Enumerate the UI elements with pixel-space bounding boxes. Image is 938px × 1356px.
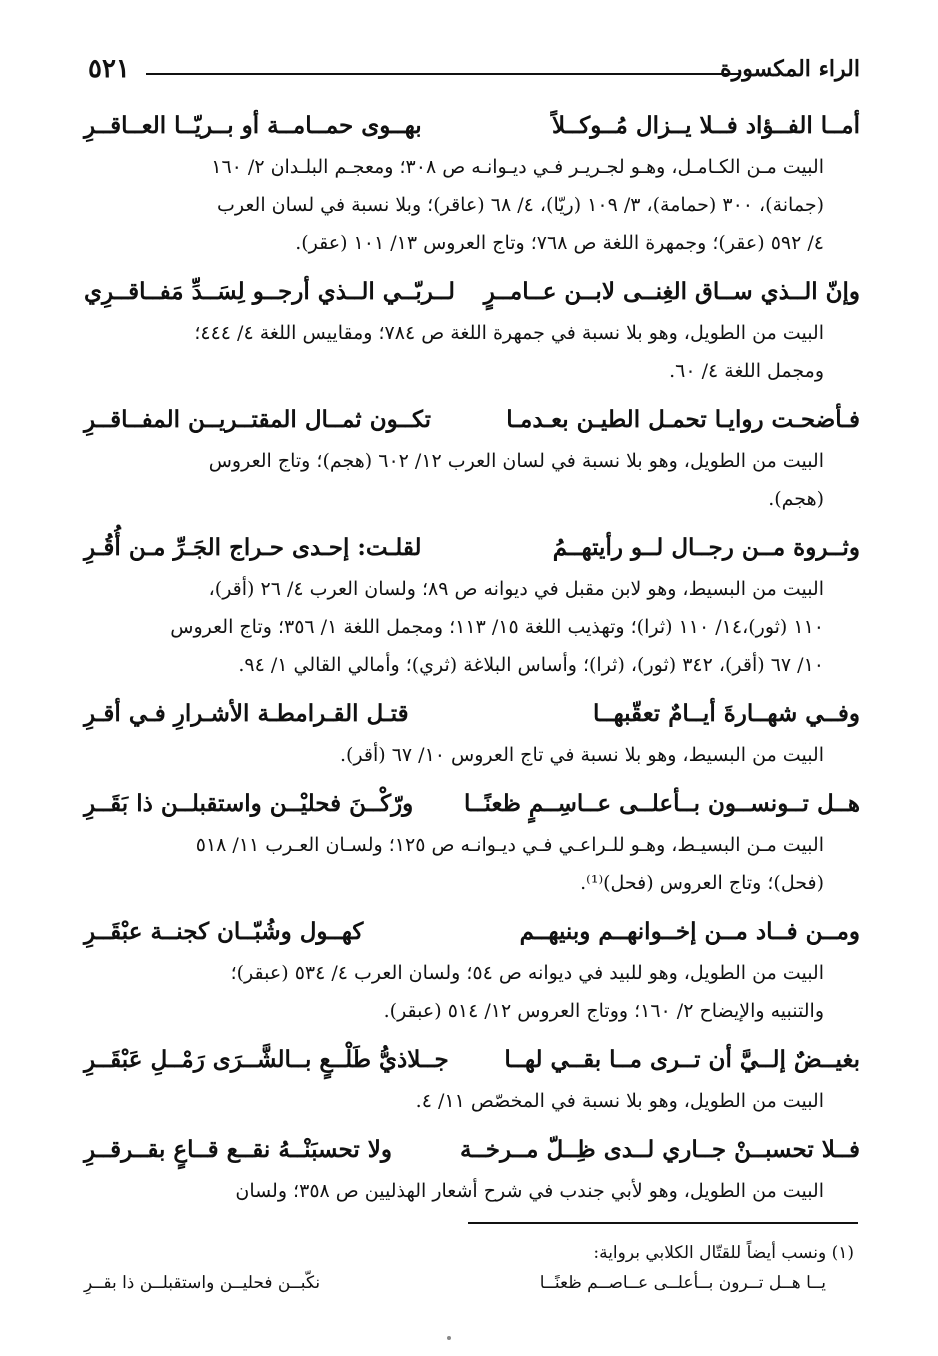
citation-line: ٤/ ٥٩٢ (عقر)؛ وجمهرة اللغة ص ٧٦٨؛ وتاج العروس ١٣/ ١٠١ (عقر). [295,232,824,254]
verse-line [84,398,860,442]
verse-second-hemistich: لــربّــي الــذي أرجــو لِسَــدِّ مَفــاقــرِي [84,278,455,305]
verse-entry [84,782,860,902]
citation-line: البيت من الطويل، وهو بلا نسبة في المخصّص ١١/ ٤. [415,1090,824,1112]
citation-line: (جمانة)، ٣٠٠ (حمامة)، ٣/ ١٠٩ (ريّا)، ٤/ ٦٨ (عاقر)؛ وبلا نسبة في لسان العرب [217,194,824,216]
page-header [88,50,860,90]
page-number: ٥٢١ [88,54,130,84]
verse-second-hemistich: جــلاذيُّ طَلْــعٍ بــالشَّــرَى رَمْــلِ عَبْقَــرِ [84,1046,449,1073]
footnote-verse [84,1268,854,1298]
citation-line: (هجم). [768,488,824,510]
citation-line: البيت من البسيط، وهو لابن مقبل في ديوانه ص ٨٩؛ ولسان العرب ٤/ ٢٦ (أقر)، [208,578,824,600]
chapter-title: الراء المكسورة [720,56,860,82]
verse-line [84,526,860,570]
verse-first-hemistich: وفــي شهــارةَ أيــامٌ تعقّبهــا [593,700,860,727]
verse-first-hemistich: وإنّ الــذي ســاق الغِنــى لابــن عــامــرٍ [483,278,860,305]
verse-second-hemistich: كهــول وشُبّــان كجنــة عبْقَــرِ [84,918,364,945]
verse-first-hemistich: بغيــضٌ إلــيَّ أن تــرى مــا بقــي لهــا [504,1046,860,1073]
verse-line [84,1128,860,1172]
verse-first-hemistich: فــلا تحسبــنْ جــاري لــدى ظِــلّ مــرخــة [459,1136,860,1163]
footnote-verse-second: نكّبــن فحليــن واستقبلــن ذا بقــرِ [84,1273,321,1293]
citation-line: البيت من الطويل، وهو بلا نسبة في جمهرة اللغة ص ٧٨٤؛ ومقاييس اللغة ٤/ ٤٤٤؛ [194,322,824,344]
citation-line: البيت من الطويل، وهو بلا نسبة في لسان العرب ١٢/ ٦٠٢ (هجم)؛ وتاج العروس [208,450,824,472]
verse-entry [84,1128,860,1210]
citation-line: البيت مـن الكـامـل، وهـو لجـريـر فـي ديـوانـه ص ٣٠٨؛ ومعجـم البلـدان ٢/ ١٦٠ [211,156,824,178]
verse-first-hemistich: ومــن فــاد مــن إخــوانهــم وبنيهــم [519,918,860,945]
verse-entry [84,398,860,518]
verse-entry [84,526,860,684]
footnote-verse-first: يــا هــل تــرون بــأعلــى عــاصــم ظعنًــا [539,1273,826,1293]
citation-line: ومجمل اللغة ٤/ ٦٠. [669,360,824,382]
verse-second-hemistich: ولا تحسبَنْــهُ نقــع قــاعٍ بقــرقــرِ [84,1136,393,1163]
verse-line [84,270,860,314]
verse-entry [84,1038,860,1120]
verse-entry [84,692,860,774]
citation-line: ١٠/ ٦٧ (أقر)، ٣٤٢ (ثور)، (ثرا)؛ وأساس البلاغة (ثري)؛ وأمالي القالي ١/ ٩٤. [238,654,824,676]
page-mark [447,1336,451,1340]
footnote-separator [468,1222,858,1224]
citation-line: البيت من البسيط، وهو بلا نسبة في تاج العروس ١٠/ ٦٧ (أقر). [339,744,824,766]
footnote-text: (١) ونسب أيضاً للقتّال الكلابي برواية: [593,1243,854,1263]
verse-second-hemistich: لقلـت: إحـدى حـراج الجَـرِّ مـن أُقُـرِ [84,534,422,561]
citation-line: البيت مـن البسيـط، وهـو للـراعـي فـي ديـوانـه ص ١٢٥؛ ولسـان العـرب ١١/ ٥١٨ [195,834,824,856]
verse-first-hemistich: هــل تــونســون بــأعلــى عــاسِــمٍ ظعنًــا [464,790,860,817]
verse-second-hemistich: قتـل القـرامطـة الأشـرارِ فـي أقـرِ [84,700,409,727]
citation-line: البيت من الطويل، وهو للبيد في ديوانه ص ٥٤؛ ولسان العرب ٤/ ٥٣٤ (عبقر)؛ [230,962,824,984]
verse-line [84,104,860,148]
citation-line: (فحل)؛ وتاج العروس (فحل)⁽¹⁾. [580,872,824,894]
verse-first-hemistich: أمــا الفــؤاد فــلا يــزال مُــوكــلاً [552,112,860,139]
verse-second-hemistich: ورّكْــنَ فحليْــن واستقبلــن ذا بَقَــرِ [84,790,414,817]
citation-line: البيت من الطويل، وهو لأبي جندب في شرح أشعار الهذليين ص ٣٥٨؛ ولسان [235,1180,824,1202]
verse-entry [84,270,860,390]
verse-entry [84,104,860,262]
footnote [84,1238,854,1298]
verse-line [84,692,860,736]
citation-line: ١١٠ (ثور)،١٤/ ١١٠ (ثرا)؛ وتهذيب اللغة ١٥/ ١١٣؛ ومجمل اللغة ١/ ٣٥٦؛ وتاج العروس [170,616,824,638]
citation-line: والتنبيه والإيضاح ٢/ ١٦٠؛ ووتاج العروس ١٢/ ٥١٤ (عبقر). [383,1000,824,1022]
verse-entry [84,910,860,1030]
verse-first-hemistich: وثــروة مــن رجــال لــو رأيتهــمُ [552,534,860,561]
header-rule [146,73,740,75]
verse-second-hemistich: بهــوى حمــامــة أو بــريّــا العــاقــرِ [84,112,422,139]
page-body [84,104,860,1218]
verse-line [84,1038,860,1082]
verse-second-hemistich: تكــون ثمــال المقتــريــن المفــاقــرِ [84,406,432,433]
verse-line [84,782,860,826]
verse-line [84,910,860,954]
verse-first-hemistich: فـأضحـت روايـا تحمـل الطيـن بعـدمـا [506,406,860,433]
